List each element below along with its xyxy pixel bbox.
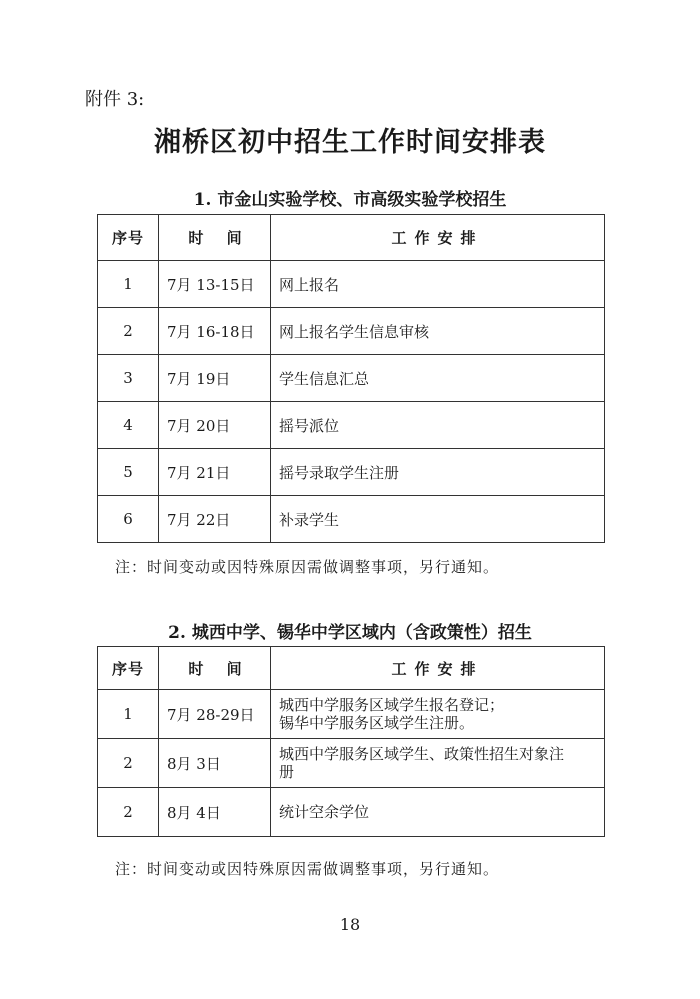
schedule-table-2 (97, 646, 605, 837)
row-date: 7月 28-29日 (159, 690, 271, 739)
row-task: 网上报名学生信息审核 (271, 308, 605, 355)
task-line: 锡华中学服务区域学生注册。 (279, 714, 475, 732)
row-task: 学生信息汇总 (271, 355, 605, 402)
table-row (98, 788, 605, 837)
table-row (98, 308, 605, 355)
header-time: 时 间 (159, 215, 271, 261)
header-work: 工作安排 (271, 647, 605, 690)
row-task: 摇号录取学生注册 (271, 449, 605, 496)
row-no: 1 (98, 690, 159, 739)
section2-note: 注：时间变动或因特殊原因需做调整事项，另行通知。 (115, 860, 500, 878)
row-no: 3 (98, 355, 159, 402)
table-header-row (98, 647, 605, 690)
attachment-label: 附件 3: (85, 89, 145, 110)
table-row (98, 739, 605, 788)
section2-heading: 2. 城西中学、锡华中学区域内（含政策性）招生 (168, 623, 532, 643)
task-line: 统计空余学位 (279, 803, 370, 821)
task-line: 城西中学服务区域学生报名登记； (279, 696, 505, 714)
row-date: 7月 13-15日 (159, 261, 271, 308)
row-no: 6 (98, 496, 159, 543)
row-date: 7月 20日 (159, 402, 271, 449)
row-task: 网上报名 (271, 261, 605, 308)
row-no: 2 (98, 788, 159, 837)
header-work: 工作安排 (271, 215, 605, 261)
table-row (98, 690, 605, 739)
row-task (271, 788, 605, 837)
row-no: 2 (98, 308, 159, 355)
row-date: 7月 19日 (159, 355, 271, 402)
row-date: 8月 3日 (159, 739, 271, 788)
row-no: 2 (98, 739, 159, 788)
page-number: 18 (339, 915, 361, 934)
header-no: 序号 (98, 215, 159, 261)
table-row (98, 355, 605, 402)
table-row (98, 449, 605, 496)
row-date: 7月 22日 (159, 496, 271, 543)
row-no: 4 (98, 402, 159, 449)
table-row (98, 261, 605, 308)
row-date: 7月 21日 (159, 449, 271, 496)
row-date: 8月 4日 (159, 788, 271, 837)
task-line: 城西中学服务区域学生、政策性招生对象注 (279, 745, 565, 763)
table-header-row (98, 215, 605, 261)
row-no: 1 (98, 261, 159, 308)
header-time: 时 间 (159, 647, 271, 690)
section1-note: 注：时间变动或因特殊原因需做调整事项，另行通知。 (115, 558, 500, 576)
table-row (98, 496, 605, 543)
row-task: 补录学生 (271, 496, 605, 543)
section1-heading: 1. 市金山实验学校、市高级实验学校招生 (193, 190, 507, 210)
row-task: 摇号派位 (271, 402, 605, 449)
schedule-table-1 (97, 214, 605, 543)
header-no: 序号 (98, 647, 159, 690)
row-task (271, 690, 605, 739)
row-no: 5 (98, 449, 159, 496)
row-task (271, 739, 605, 788)
task-line: 册 (279, 763, 295, 781)
row-date: 7月 16-18日 (159, 308, 271, 355)
document-title: 湘桥区初中招生工作时间安排表 (154, 127, 546, 158)
table-row (98, 402, 605, 449)
